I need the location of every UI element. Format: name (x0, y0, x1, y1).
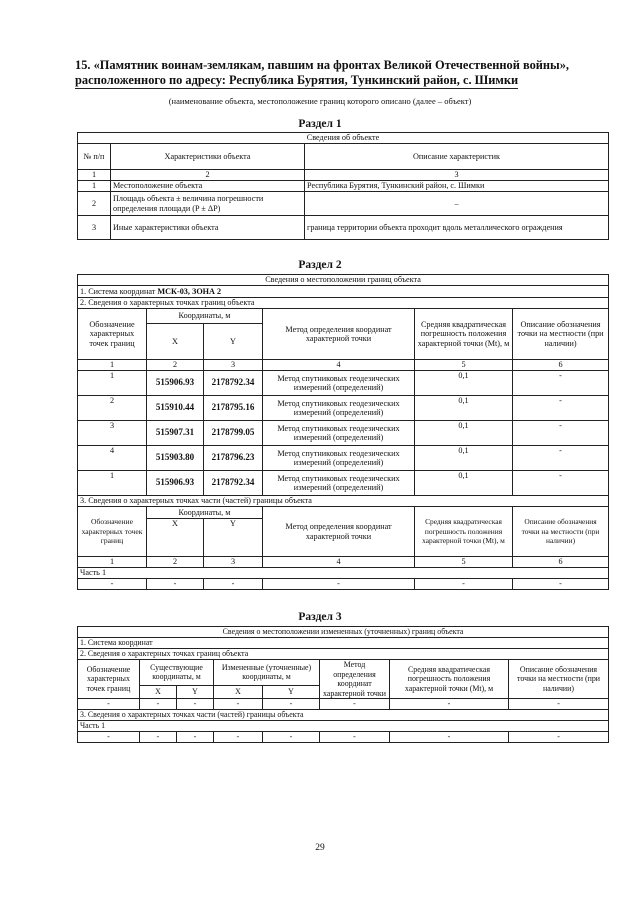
point-mt: 0,1 (415, 471, 513, 496)
section-1-table (77, 132, 609, 240)
empty-cell: - (214, 732, 263, 743)
col-header-y: Y (263, 685, 320, 698)
point-id: 4 (78, 446, 147, 471)
col-header-coordinates: Координаты, м (147, 507, 263, 519)
col-header-error: Средняя квадратическая погрешность положения характерной точки (Mt), м (415, 507, 513, 557)
index-cell: 5 (415, 557, 513, 568)
point-id: 1 (78, 471, 147, 496)
part-label: Часть 1 (78, 568, 609, 579)
point-id: 1 (78, 371, 147, 396)
point-y: 2178792.34 (204, 371, 263, 396)
section-1-table-title: Сведения об объекте (78, 133, 609, 144)
table-row (78, 421, 609, 446)
col-header-desc: Описание обозначения точки на местности (при наличии) (513, 309, 609, 360)
point-y: 2178796.23 (204, 446, 263, 471)
page-number: 29 (315, 843, 325, 853)
point-method: Метод спутниковых геодезических измерений (определений) (263, 396, 415, 421)
empty-cell: - (177, 699, 214, 710)
col-header-number: № п/п (78, 144, 111, 170)
row-number: 3 (78, 216, 111, 240)
row-description: граница территории объекта проходит вдоль металлического ограждения (305, 216, 609, 240)
col-header-error: Средняя квадратическая погрешность положения характерной точки (Mt), м (390, 660, 509, 699)
point-mt: 0,1 (415, 371, 513, 396)
empty-cell: - (509, 699, 609, 710)
col-header-changed: Измененные (уточненные) координаты, м (214, 660, 320, 686)
table-row (78, 396, 609, 421)
section-2-table-title: Сведения о местоположении границ объекта (78, 275, 609, 286)
table-row (78, 181, 609, 192)
col-header-method: Метод определения координат характерной точки (320, 660, 390, 699)
point-y: 2178799.05 (204, 421, 263, 446)
col-header-description: Описание характеристик (305, 144, 609, 170)
col-header-x: X (214, 685, 263, 698)
point-y: 2178792.34 (204, 471, 263, 496)
point-desc: - (513, 421, 609, 446)
document-title (75, 58, 605, 89)
table-row (78, 732, 609, 743)
coordinate-system (78, 286, 609, 298)
coordinate-system-value: МСК-03, ЗОНА 2 (157, 286, 222, 296)
empty-cell: - (140, 732, 177, 743)
index-cell: 3 (204, 557, 263, 568)
section-3-table (77, 626, 609, 743)
table-row (78, 471, 609, 496)
point-desc: - (513, 396, 609, 421)
point-y: 2178795.16 (204, 396, 263, 421)
title-caption: (наименование объекта, местоположение границ которого описано (далее – объект) (168, 96, 472, 106)
point-desc: - (513, 471, 609, 496)
empty-cell: - (320, 732, 390, 743)
col-header-point: Обозначение характерных точек границ (78, 309, 147, 360)
section-3-heading: Раздел 3 (298, 611, 342, 623)
points-title: 2. Сведения о характерных точках границ объекта (78, 298, 609, 309)
section-1-heading: Раздел 1 (298, 118, 342, 130)
col-header-x: X (147, 519, 204, 557)
coordinate-system-label: 1. Система координат (80, 286, 158, 296)
points-title: 2. Сведения о характерных точках границ объекта (78, 649, 609, 660)
empty-cell: - (263, 699, 320, 710)
coordinate-system: 1. Система координат (78, 638, 609, 649)
point-x: 515910.44 (147, 396, 204, 421)
index-cell: 5 (415, 360, 513, 371)
table-row (78, 216, 609, 240)
table-row (78, 699, 609, 710)
empty-cell: - (415, 579, 513, 590)
table-row (78, 579, 609, 590)
table-row (78, 371, 609, 396)
point-x: 515903.80 (147, 446, 204, 471)
empty-cell: - (390, 732, 509, 743)
col-header-y: Y (177, 685, 214, 698)
point-method: Метод спутниковых геодезических измерений (определений) (263, 421, 415, 446)
point-x: 515906.93 (147, 471, 204, 496)
col-header-desc: Описание обозначения точки на местности (при наличии) (509, 660, 609, 699)
title-line-2: расположенного по адресу: Республика Бурятия, Тункинский район, с. Шимки (75, 73, 519, 87)
index-cell: 2 (147, 360, 204, 371)
row-description: – (305, 192, 609, 216)
empty-cell: - (320, 699, 390, 710)
col-header-desc: Описание обозначения точки на местности (при наличии) (513, 507, 609, 557)
index-cell: 1 (78, 557, 147, 568)
col-header-point: Обозначение характерных точек границ (78, 507, 147, 557)
empty-cell: - (147, 579, 204, 590)
section-2-heading: Раздел 2 (298, 259, 342, 271)
point-mt: 0,1 (415, 421, 513, 446)
col-header-point: Обозначение характерных точек границ (78, 660, 140, 699)
index-cell: 4 (263, 360, 415, 371)
col-header-coordinates: Координаты, м (147, 309, 263, 324)
index-cell: 4 (263, 557, 415, 568)
index-cell: 3 (204, 360, 263, 371)
col-header-x: X (140, 685, 177, 698)
row-number: 1 (78, 181, 111, 192)
row-characteristic: Площадь объекта ± величина погрешности определения площади (P ± ΔP) (111, 192, 305, 216)
col-header-method: Метод определения координат характерной точки (263, 507, 415, 557)
row-characteristic: Местоположение объекта (111, 181, 305, 192)
col-header-error: Средняя квадратическая погрешность положения характерной точки (Mt), м (415, 309, 513, 360)
title-line-1: 15. «Памятник воинам-землякам, павшим на фронтах Великой Отечественной войны», (75, 58, 570, 72)
index-cell: 3 (305, 170, 609, 181)
point-mt: 0,1 (415, 396, 513, 421)
point-method: Метод спутниковых геодезических измерений (определений) (263, 371, 415, 396)
point-desc: - (513, 446, 609, 471)
parts-title: 3. Сведения о характерных точках части (частей) границы объекта (78, 710, 609, 721)
table-row (78, 192, 609, 216)
point-id: 2 (78, 396, 147, 421)
empty-cell: - (177, 732, 214, 743)
empty-cell: - (78, 699, 140, 710)
empty-cell: - (263, 732, 320, 743)
section-3-table-title: Сведения о местоположении измененных (уточненных) границ объекта (78, 627, 609, 638)
table-row (78, 446, 609, 471)
index-cell: 1 (78, 170, 111, 181)
point-desc: - (513, 371, 609, 396)
index-cell: 6 (513, 557, 609, 568)
index-cell: 1 (78, 360, 147, 371)
point-method: Метод спутниковых геодезических измерений (определений) (263, 471, 415, 496)
col-header-x: X (147, 324, 204, 360)
index-cell: 2 (111, 170, 305, 181)
empty-cell: - (78, 732, 140, 743)
col-header-y: Y (204, 519, 263, 557)
empty-cell: - (390, 699, 509, 710)
index-cell: 2 (147, 557, 204, 568)
section-2-table (77, 274, 609, 590)
col-header-y: Y (204, 324, 263, 360)
point-x: 515906.93 (147, 371, 204, 396)
index-cell: 6 (513, 360, 609, 371)
col-header-method: Метод определения координат характерной точки (263, 309, 415, 360)
part-label: Часть 1 (78, 721, 609, 732)
empty-cell: - (513, 579, 609, 590)
empty-cell: - (263, 579, 415, 590)
empty-cell: - (140, 699, 177, 710)
point-x: 515907.31 (147, 421, 204, 446)
empty-cell: - (204, 579, 263, 590)
row-characteristic: Иные характеристики объекта (111, 216, 305, 240)
point-mt: 0,1 (415, 446, 513, 471)
point-id: 3 (78, 421, 147, 446)
empty-cell: - (214, 699, 263, 710)
col-header-characteristic: Характеристики объекта (111, 144, 305, 170)
point-method: Метод спутниковых геодезических измерений (определений) (263, 446, 415, 471)
row-number: 2 (78, 192, 111, 216)
empty-cell: - (509, 732, 609, 743)
parts-title: 3. Сведения о характерных точках части (частей) границы объекта (78, 496, 609, 507)
col-header-existing: Существующие координаты, м (140, 660, 214, 686)
empty-cell: - (78, 579, 147, 590)
row-description: Республика Бурятия, Тункинский район, с. Шимки (305, 181, 609, 192)
